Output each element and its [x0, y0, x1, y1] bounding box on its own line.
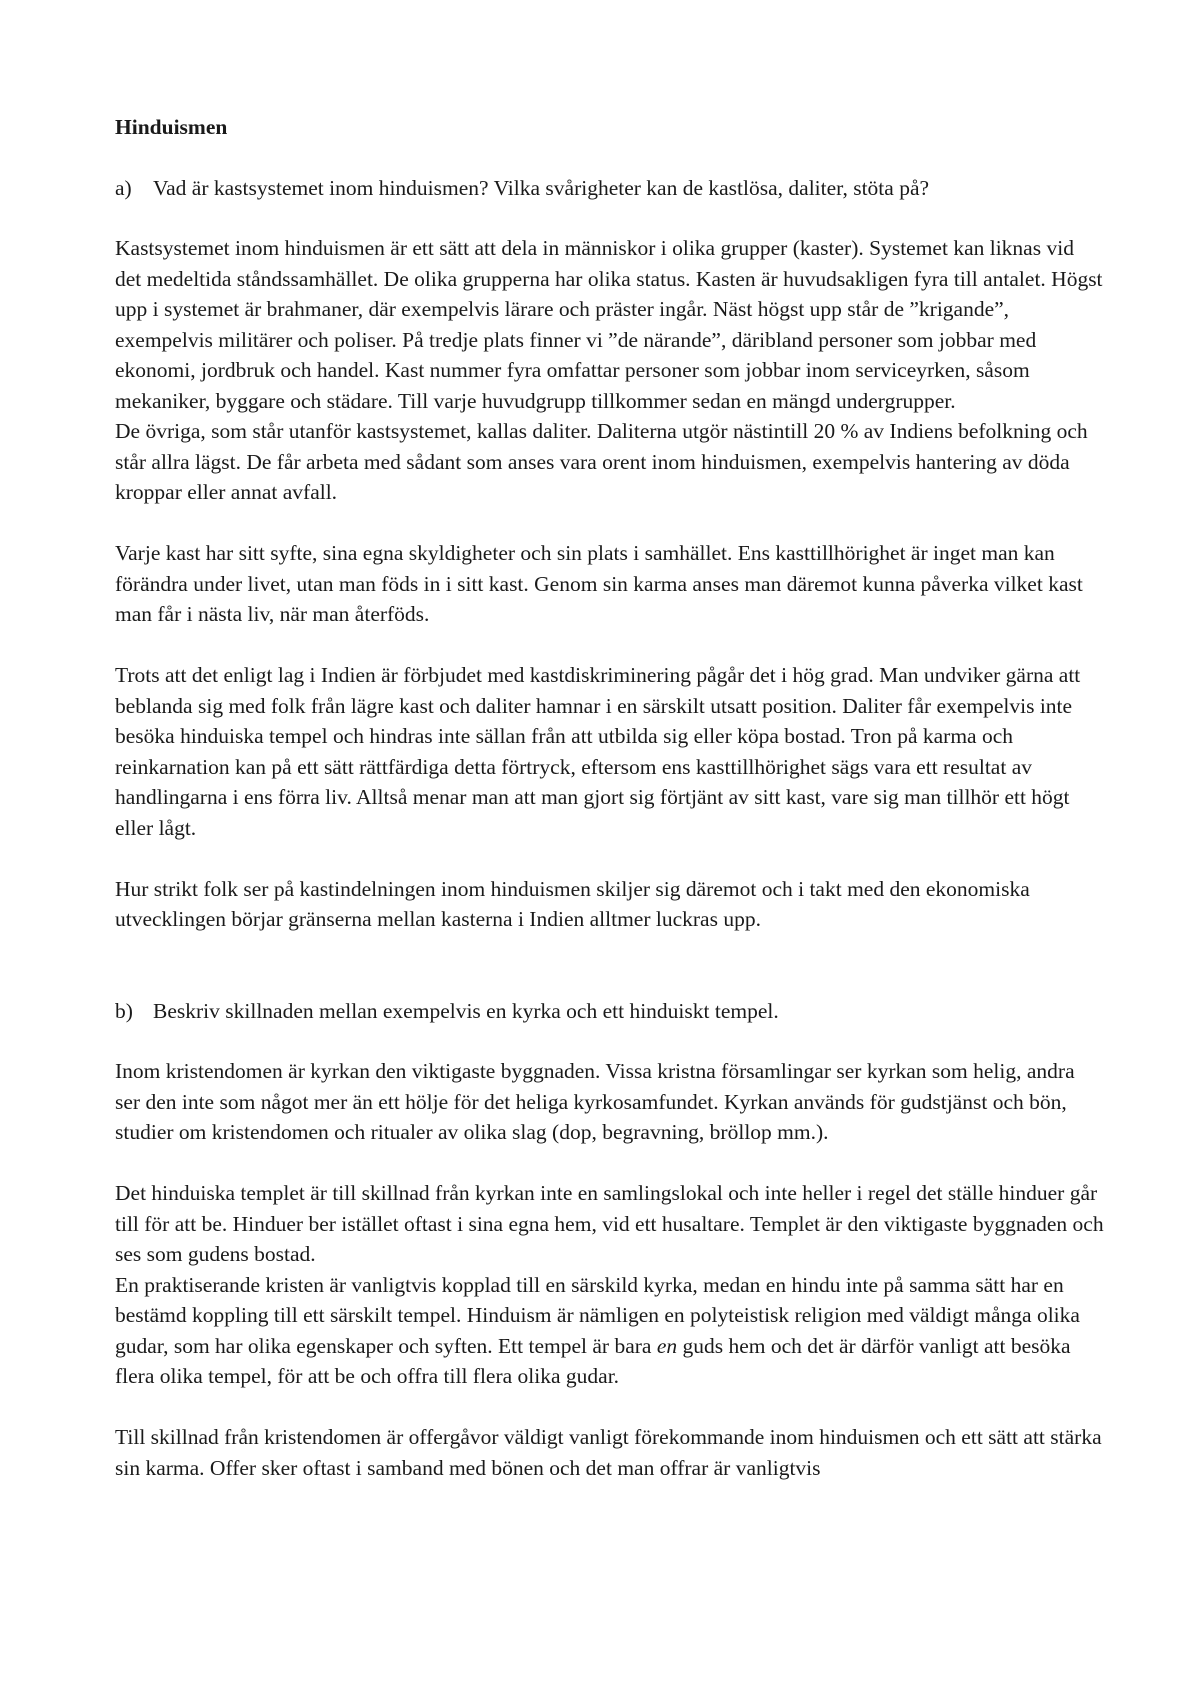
spacer: [115, 630, 1105, 661]
answer-b-paragraph-1: Inom kristendomen är kyrkan den viktigaste byggnaden. Vissa kristna församlingar ser kyrkan som helig, andra ser den inte som något mer än ett hölje för det heliga kyrkosamfundet. Kyrkan används för gudstjänst och bön, studier om kristendomen och ritualer av olika slag (dop, begravning, bröllop mm.).: [115, 1059, 1075, 1144]
question-a: [115, 173, 1105, 204]
emphasis-word: en: [656, 1333, 678, 1358]
answer-b-paragraph-3: [115, 1270, 1105, 1392]
answer-a-paragraph-1: Kastsystemet inom hinduismen är ett sätt att dela in människor i olika grupper (kaster). Systemet kan liknas vid det medeltida ståndssamhället. De olika grupperna har olika status. Kasten är huvudsakligen fyra till antalet. Högst upp i systemet är brahmaner, där exempelvis lärare och präster ingår. Näst högst upp står de ”krigande”, exempelvis militärer och poliser. På tredje plats finner vi ”de närande”, däribland personer som jobbar med ekonomi, jordbruk och handel. Kast nummer fyra omfattar personer som jobbar inom serviceyrken, såsom mekaniker, byggare och städare. Till varje huvudgrupp tillkommer sedan en mängd undergrupper.: [115, 236, 1103, 413]
answer-a-paragraph-2: De övriga, som står utanför kastsystemet, kallas daliter. Daliterna utgör nästintill 20 % av Indiens befolkning och står allra lägst. De får arbeta med sådant som anses vara orent inom hinduismen, exempelvis hantering av döda kroppar eller annat avfall.: [115, 419, 1088, 504]
answer-a-paragraph-5: Hur strikt folk ser på kastindelningen inom hinduismen skiljer sig däremot och i takt med den ekonomiska utvecklingen börjar gränserna mellan kasterna i Indien alltmer luckras upp.: [115, 876, 1030, 931]
answer-b-paragraph-3-start: En praktiserande kristen är vanligtvis kopplad till en särskild kyrka, medan en hindu inte på samma sätt har en bestämd koppling till ett särskilt tempel. Hinduism är nämligen en polyteistisk religion med väldigt många olika gudar, som har olika egenskaper och syften. Ett tempel är bara: [115, 1272, 1080, 1358]
spacer: [115, 843, 1105, 874]
document-page: [115, 112, 1105, 1483]
question-a-text: Vad är kastsystemet inom hinduismen? Vilka svårigheter kan de kastlösa, daliter, stöta på?: [153, 175, 930, 200]
question-b-text: Beskriv skillnaden mellan exempelvis en kyrka och ett hinduiskt tempel.: [153, 998, 779, 1023]
question-b: [115, 996, 1105, 1027]
spacer: [115, 508, 1105, 539]
answer-a-paragraph-4: Trots att det enligt lag i Indien är förbjudet med kastdiskriminering pågår det i hög grad. Man undviker gärna att beblanda sig med folk från lägre kast och daliter hamnar i en särskilt utsatt position. Daliter får exempelvis inte besöka hinduiska tempel och hindras inte sällan från att utbilda sig eller köpa bostad. Tron på karma och reinkarnation kan på ett sätt rättfärdiga detta förtryck, eftersom ens kasttillhörighet sägs vara ett resultat av handlingarna i ens förra liv. Alltså menar man att man gjort sig förtjänt av sitt kast, vare sig man tillhör ett högt eller lågt.: [115, 663, 1081, 840]
answer-b-paragraph-2: Det hinduiska templet är till skillnad från kyrkan inte en samlingslokal och inte heller i regel det ställe hinduer går till för att be. Hinduer ber istället oftast i sina egna hem, vid ett husaltare. Templet är den viktigaste byggnaden och ses som gudens bostad.: [115, 1181, 1104, 1266]
question-a-letter: a): [115, 175, 132, 200]
document-title: Hinduismen: [115, 115, 228, 139]
spacer: [115, 1148, 1105, 1179]
spacer: [115, 935, 1105, 996]
question-b-letter: b): [115, 998, 133, 1023]
answer-a-paragraph-3: Varje kast har sitt syfte, sina egna skyldigheter och sin plats i samhället. Ens kasttillhörighet är inget man kan förändra under livet, utan man föds in i sitt kast. Genom sin karma anses man däremot kunna påverka vilket kast man får i nästa liv, när man återföds.: [115, 541, 1083, 626]
answer-b-paragraph-4: Till skillnad från kristendomen är offergåvor väldigt vanligt förekommande inom hinduismen och ett sätt att stärka sin karma. Offer sker oftast i samband med bönen och det man offrar är vanligtvis: [115, 1425, 1102, 1480]
answer-b-paragraph-3-end: guds hem och det är därför vanligt att besöka flera olika tempel, för att be och offra till flera olika gudar.: [115, 1333, 1071, 1388]
spacer: [115, 1392, 1105, 1423]
